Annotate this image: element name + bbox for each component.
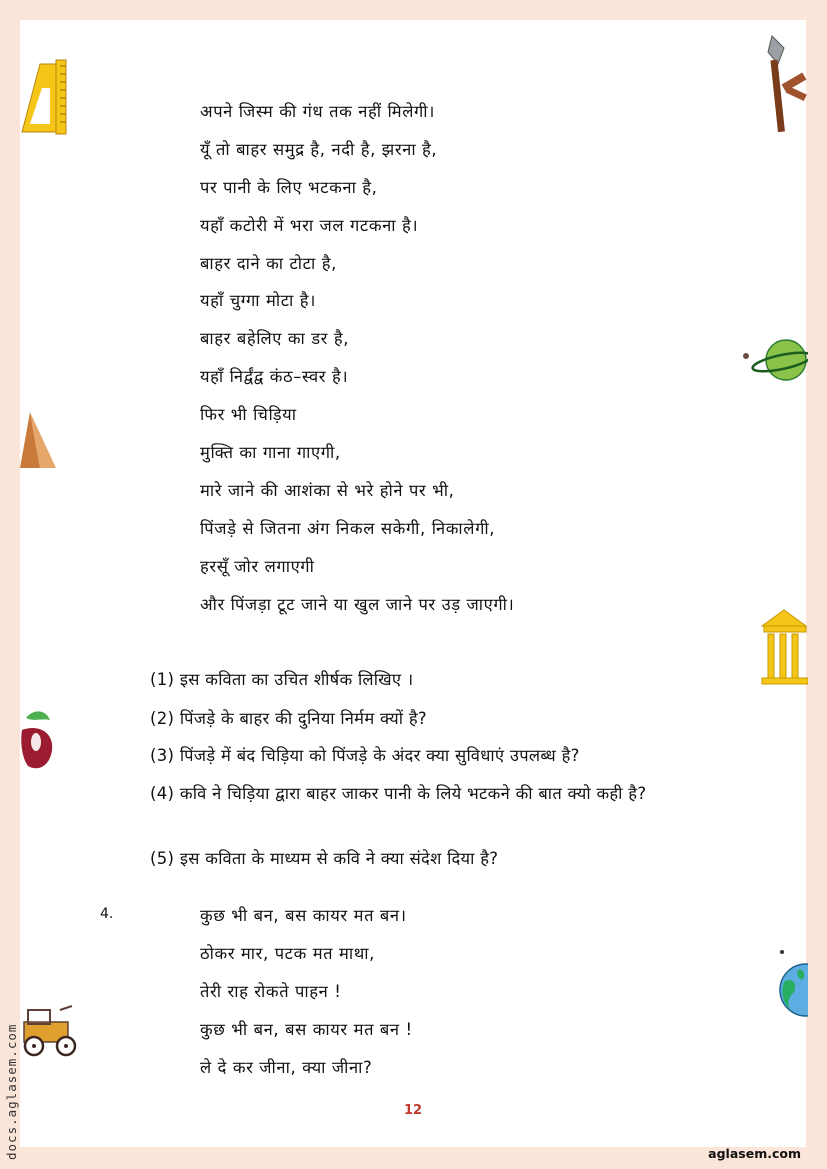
poem-line: अपने जिस्म की गंध तक नहीं मिलेगी।	[200, 102, 436, 121]
poem-line: यहाँ निर्द्वंद्व कंठ–स्वर है।	[200, 367, 349, 386]
poem-line: हरसूँ जोर लगाएगी	[200, 557, 315, 576]
section-number: 4.	[100, 906, 114, 922]
fruit-icon	[20, 706, 58, 776]
section4-line: कुछ भी बन, बस कायर मत बन।	[200, 906, 407, 925]
section4-line: ले दे कर जीना, क्या जीना?	[200, 1058, 373, 1077]
question-1: (1) इस कविता का उचित शीर्षक लिखिए ।	[150, 670, 414, 689]
question-4: (4) कवि ने चिड़िया द्वारा बाहर जाकर पानी के लिये भटकने की बात क्यो कही है?	[150, 784, 647, 803]
poem-line: मुक्ति का गाना गाएगी,	[200, 443, 341, 462]
question-2: (2) पिंजड़े के बाहर की दुनिया निर्मम क्यों है?	[150, 709, 427, 728]
watermark-url: docs.aglasem.com	[4, 1023, 19, 1160]
section4-line: ठोकर मार, पटक मत माथा,	[200, 944, 376, 963]
poem-line: बाहर दाने का टोटा है,	[200, 254, 337, 273]
globe-icon	[778, 948, 808, 1018]
poem-line: यूँ तो बाहर समुद्र है, नदी है, झरना है,	[200, 140, 438, 159]
poem-line: यहाँ चुग्गा मोटा है।	[200, 291, 316, 310]
temple-icon	[760, 606, 808, 686]
planet-icon	[740, 336, 808, 384]
document-page	[20, 20, 806, 1147]
poem-line: मारे जाने की आशंका से भरे होने पर भी,	[200, 481, 455, 500]
poem-line: पर पानी के लिए भटकना है,	[200, 178, 378, 197]
poem-line: बाहर बहेलिए का डर है,	[200, 329, 350, 348]
poem-line: फिर भी चिड़िया	[200, 405, 297, 424]
pyramid-icon	[20, 410, 58, 470]
ruler-triangle-icon	[20, 58, 68, 136]
poem-line: और पिंजड़ा टूट जाने या खुल जाने पर उड़ जाएगी।	[200, 595, 515, 614]
vintage-car-icon	[20, 1000, 86, 1060]
stone-axe-icon	[764, 34, 814, 134]
poem-line: पिंजड़े से जितना अंग निकल सकेगी, निकालेगी,	[200, 519, 496, 538]
question-3: (3) पिंजड़े में बंद चिड़िया को पिंजड़े के अंदर क्या सुविधाएं उपलब्ध है?	[150, 746, 580, 765]
site-name[interactable]: aglasem.com	[708, 1146, 801, 1161]
page-number: 12	[403, 1103, 423, 1118]
poem-line: यहाँ कटोरी में भरा जल गटकना है।	[200, 216, 419, 235]
section4-line: कुछ भी बन, बस कायर मत बन !	[200, 1020, 413, 1039]
section4-line: तेरी राह रोकते पाहन !	[200, 982, 342, 1001]
question-5: (5) इस कविता के माध्यम से कवि ने क्या संदेश दिया है?	[150, 849, 499, 868]
